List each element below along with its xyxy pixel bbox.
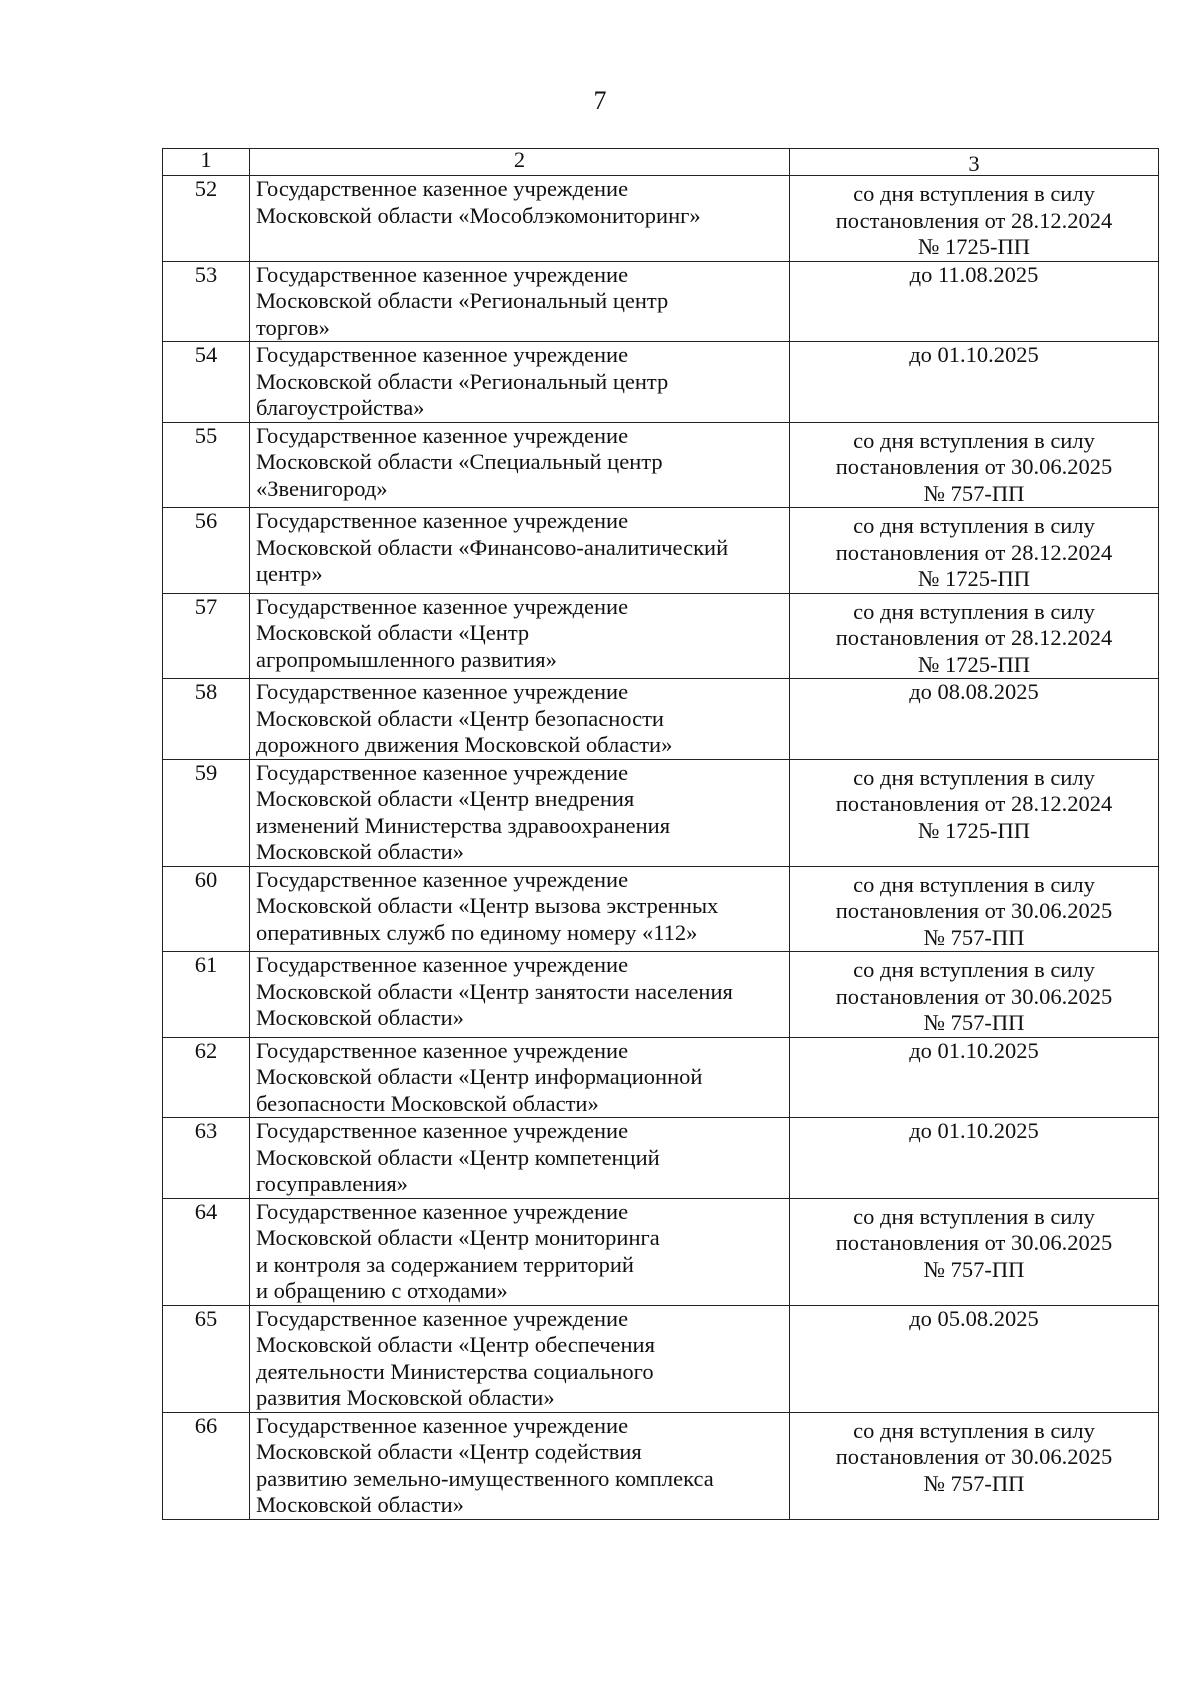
institution-name-line: Государственное казенное учреждение: [256, 1305, 629, 1331]
institution-name-line: Государственное казенное учреждение: [256, 952, 629, 977]
institution-name-line: Государственное казенное учреждение: [256, 1198, 629, 1224]
institution-name-line: Московской области «Центр: [256, 620, 530, 645]
header-cell-2: 2: [250, 149, 790, 176]
table-body: [163, 149, 1159, 1520]
row-number: 64: [163, 1198, 250, 1305]
effective-term: [790, 1037, 1159, 1118]
effective-term-line: постановления от 30.06.2025: [835, 454, 1113, 479]
effective-term: [790, 261, 1159, 342]
institution-name-line: и обращению с отходами»: [256, 1278, 508, 1303]
institution-name-line: Московской области «Финансово-аналитический: [256, 534, 729, 560]
table-row: [163, 508, 1159, 594]
institution-name-line: Государственное казенное учреждение: [256, 422, 629, 448]
effective-term-line: постановления от 28.12.2024: [835, 207, 1113, 233]
row-number: 57: [163, 593, 250, 679]
institution-name-line: госуправления»: [256, 1171, 408, 1196]
effective-term: [790, 679, 1159, 760]
effective-term-line: со дня вступления в силу: [853, 1417, 1095, 1443]
institution-name-line: безопасности Московской области»: [256, 1090, 599, 1116]
row-number: 53: [163, 261, 250, 342]
institution-name-line: центр»: [256, 561, 323, 586]
effective-term-line: № 1725-ПП: [917, 651, 1031, 677]
institution-name-line: Государственное казенное учреждение: [256, 1118, 629, 1143]
row-number: 61: [163, 952, 250, 1038]
effective-term-line: постановления от 28.12.2024: [835, 625, 1113, 650]
institution-name-line: Московской области «Центр внедрения: [256, 786, 635, 811]
institution-name-line: Государственное казенное учреждение: [256, 679, 629, 704]
row-number: 54: [163, 342, 250, 423]
institution-name-line: Московской области»: [256, 839, 464, 864]
effective-term: [790, 759, 1159, 866]
effective-term-line: постановления от 28.12.2024: [835, 539, 1113, 565]
effective-term-line: № 757-ПП: [923, 480, 1025, 506]
institution-name: [250, 422, 790, 508]
effective-term-line: № 1725-ПП: [917, 234, 1031, 259]
row-number: 60: [163, 866, 250, 952]
effective-term: [790, 952, 1159, 1038]
institution-name-line: Государственное казенное учреждение: [256, 593, 629, 619]
row-number: 58: [163, 679, 250, 760]
institution-name: [250, 679, 790, 760]
effective-term-line: со дня вступления в силу: [853, 764, 1095, 790]
effective-term-line: со дня вступления в силу: [853, 598, 1095, 624]
institution-name-line: развитию земельно-имущественного комплекса: [256, 1465, 714, 1491]
institution-name-line: Московской области «Мособлэкомониторинг»: [256, 202, 701, 228]
institution-name: [250, 1037, 790, 1118]
table-header-row: [163, 149, 1159, 176]
institution-name-line: Московской области»: [256, 1492, 464, 1517]
effective-term: [790, 176, 1159, 262]
institution-name: [250, 1118, 790, 1199]
institution-name-line: деятельности Министерства социального: [256, 1358, 654, 1384]
effective-term: [790, 1118, 1159, 1199]
institution-name: [250, 1305, 790, 1412]
effective-term-line: постановления от 28.12.2024: [835, 791, 1113, 816]
row-number: 65: [163, 1305, 250, 1412]
institution-name-line: дорожного движения Московской области»: [256, 732, 673, 757]
effective-term-line: со дня вступления в силу: [853, 871, 1095, 897]
table-row: [163, 1305, 1159, 1412]
institution-name-line: агропромышленного развития»: [256, 646, 557, 672]
table-row: [163, 866, 1159, 952]
effective-term: [790, 866, 1159, 952]
institution-name: [250, 593, 790, 679]
effective-term-line: до 01.10.2025: [909, 1118, 1039, 1143]
institution-name: [250, 508, 790, 594]
effective-term-line: со дня вступления в силу: [853, 181, 1095, 206]
table-row: [163, 1198, 1159, 1305]
institution-name-line: Московской области «Региональный центр: [256, 368, 669, 394]
table-row: [163, 1037, 1159, 1118]
institution-name-line: оперативных служб по единому номеру «112»: [256, 919, 698, 945]
row-number: 56: [163, 508, 250, 594]
row-number: 52: [163, 176, 250, 262]
institutions-table: [162, 148, 1159, 1520]
institution-name-line: Государственное казенное учреждение: [256, 176, 629, 201]
effective-term: [790, 1305, 1159, 1412]
institution-name-line: Московской области «Центр мониторинга: [256, 1225, 660, 1250]
table-row: [163, 679, 1159, 760]
institution-name-line: «Звенигород»: [256, 475, 388, 501]
institution-name-line: Государственное казенное учреждение: [256, 759, 629, 785]
table-row: [163, 176, 1159, 262]
table-row: [163, 1118, 1159, 1199]
row-number: 62: [163, 1037, 250, 1118]
institution-name-line: Государственное казенное учреждение: [256, 1412, 629, 1438]
table-row: [163, 759, 1159, 866]
effective-term-line: постановления от 30.06.2025: [835, 898, 1113, 923]
effective-term: [790, 1412, 1159, 1519]
effective-term-line: № 1725-ПП: [917, 817, 1031, 843]
institution-name-line: Московской области «Центр информационной: [256, 1064, 703, 1089]
row-number: 59: [163, 759, 250, 866]
effective-term-line: № 1725-ПП: [917, 566, 1031, 591]
effective-term-line: № 757-ПП: [923, 1256, 1025, 1282]
institution-name-line: Московской области»: [256, 1005, 464, 1030]
header-cell-1: 1: [163, 149, 250, 176]
effective-term-line: № 757-ПП: [923, 1010, 1025, 1035]
effective-term-line: до 01.10.2025: [909, 342, 1039, 367]
page-number: 7: [593, 86, 607, 115]
table-row: [163, 261, 1159, 342]
institution-name-line: Государственное казенное учреждение: [256, 261, 629, 287]
effective-term: [790, 1198, 1159, 1305]
institution-name-line: Московской области «Центр обеспечения: [256, 1332, 655, 1357]
effective-term: [790, 422, 1159, 508]
institution-name: [250, 1412, 790, 1519]
effective-term: [790, 508, 1159, 594]
institution-name-line: Государственное казенное учреждение: [256, 1037, 629, 1063]
header-cell-3: 3: [790, 149, 1159, 176]
row-number: 55: [163, 422, 250, 508]
table-row: [163, 952, 1159, 1038]
effective-term-line: со дня вступления в силу: [853, 513, 1095, 538]
effective-term-line: постановления от 30.06.2025: [835, 1444, 1113, 1469]
institution-name-line: Московской области «Центр компетенций: [256, 1144, 660, 1170]
institution-name-line: Государственное казенное учреждение: [256, 508, 629, 533]
institution-name: [250, 1198, 790, 1305]
institution-name-line: Государственное казенное учреждение: [256, 866, 629, 892]
table-row: [163, 342, 1159, 423]
institution-name-line: изменений Министерства здравоохранения: [256, 812, 671, 838]
effective-term-line: № 757-ПП: [923, 924, 1025, 950]
effective-term-line: постановления от 30.06.2025: [835, 1230, 1113, 1255]
institution-name: [250, 176, 790, 262]
effective-term-line: до 11.08.2025: [909, 261, 1039, 287]
institution-name-line: Московской области «Специальный центр: [256, 449, 663, 474]
effective-term-line: со дня вступления в силу: [853, 957, 1095, 982]
institution-name-line: благоустройства»: [256, 395, 425, 420]
effective-term-line: со дня вступления в силу: [853, 1203, 1095, 1229]
table-row: [163, 1412, 1159, 1519]
effective-term-line: до 05.08.2025: [909, 1305, 1039, 1331]
effective-term-line: № 757-ПП: [923, 1470, 1025, 1496]
institution-name-line: торгов»: [256, 314, 330, 340]
row-number: 63: [163, 1118, 250, 1199]
institution-name: [250, 261, 790, 342]
table-row: [163, 593, 1159, 679]
institution-name: [250, 342, 790, 423]
institution-name-line: развития Московской области»: [256, 1385, 555, 1410]
institution-name: [250, 866, 790, 952]
institution-name-line: Московской области «Центр безопасности: [256, 705, 664, 731]
effective-term-line: со дня вступления в силу: [853, 427, 1095, 453]
institution-name-line: и контроля за содержанием территорий: [256, 1251, 634, 1277]
institution-name-line: Московской области «Центр занятости населения: [256, 978, 733, 1004]
table-row: [163, 422, 1159, 508]
institution-name-line: Московской области «Центр вызова экстренных: [256, 893, 719, 918]
institution-name: [250, 759, 790, 866]
effective-term-line: постановления от 30.06.2025: [835, 983, 1113, 1009]
institution-name-line: Московской области «Центр содействия: [256, 1439, 642, 1464]
institution-name-line: Государственное казенное учреждение: [256, 342, 629, 367]
effective-term: [790, 342, 1159, 423]
effective-term-line: до 08.08.2025: [909, 679, 1039, 704]
institution-name-line: Московской области «Региональный центр: [256, 288, 669, 313]
effective-term-line: до 01.10.2025: [909, 1037, 1039, 1063]
row-number: 66: [163, 1412, 250, 1519]
effective-term: [790, 593, 1159, 679]
institution-name: [250, 952, 790, 1038]
